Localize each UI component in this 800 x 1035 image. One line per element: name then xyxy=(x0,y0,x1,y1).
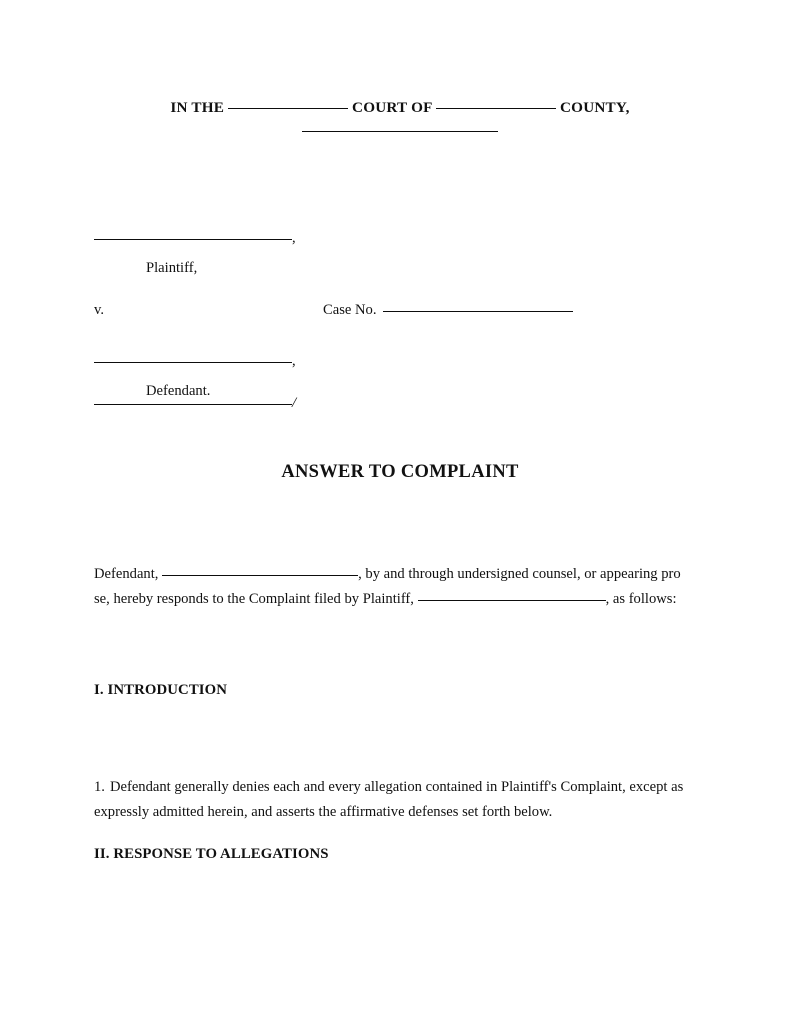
section-heading-response-to-allegations: II. RESPONSE TO ALLEGATIONS xyxy=(94,846,329,862)
plaintiff-comma: , xyxy=(292,230,296,246)
numbered-paragraph-1 xyxy=(94,775,694,826)
section-heading-introduction: I. INTRODUCTION xyxy=(94,682,228,698)
state-name-blank[interactable] xyxy=(302,131,498,132)
plaintiff-block xyxy=(94,228,714,279)
paragraph-number: 1. xyxy=(94,779,105,795)
defendant-name-fill-blank[interactable] xyxy=(162,575,358,576)
intro-part-3: , as follows: xyxy=(605,591,677,608)
defendant-name-blank[interactable] xyxy=(94,362,292,363)
versus-case-row xyxy=(94,300,714,321)
caption-closing-row xyxy=(94,395,296,412)
court-caption-heading xyxy=(0,94,800,121)
caption-closing-blank[interactable] xyxy=(94,404,292,405)
case-no-label: Case No. xyxy=(323,302,377,318)
intro-part-1: Defendant, xyxy=(94,566,159,582)
defendant-comma: , xyxy=(292,353,296,369)
defendant-role-label: Defendant. xyxy=(146,383,211,399)
plaintiff-role-label: Plaintiff, xyxy=(146,260,198,276)
court-of-label: COURT OF xyxy=(352,99,433,116)
court-caption-heading-row2 xyxy=(0,121,800,139)
in-the-label: IN THE xyxy=(170,99,225,116)
court-name-blank[interactable] xyxy=(228,108,348,109)
case-no-blank[interactable] xyxy=(383,311,573,312)
plaintiff-name-fill-blank[interactable] xyxy=(418,600,606,601)
versus-label: v. xyxy=(94,302,104,318)
caption-closing-slash: / xyxy=(292,395,297,411)
intro-paragraph xyxy=(94,562,694,613)
intro-part-2: , by and through undersigned counsel, or appearing pro se, hereby responds to the Complaint filed by Plaintiff, xyxy=(94,566,681,608)
document-title: ANSWER TO COMPLAINT xyxy=(281,462,519,482)
county-label: COUNTY, xyxy=(560,99,630,116)
paragraph-text: Defendant generally denies each and every allegation contained in Plaintiff's Complaint, except as expressly admitted herein, and asserts the affirmative defenses set forth below. xyxy=(94,779,684,821)
plaintiff-name-blank[interactable] xyxy=(94,239,292,240)
county-name-blank[interactable] xyxy=(436,108,556,109)
